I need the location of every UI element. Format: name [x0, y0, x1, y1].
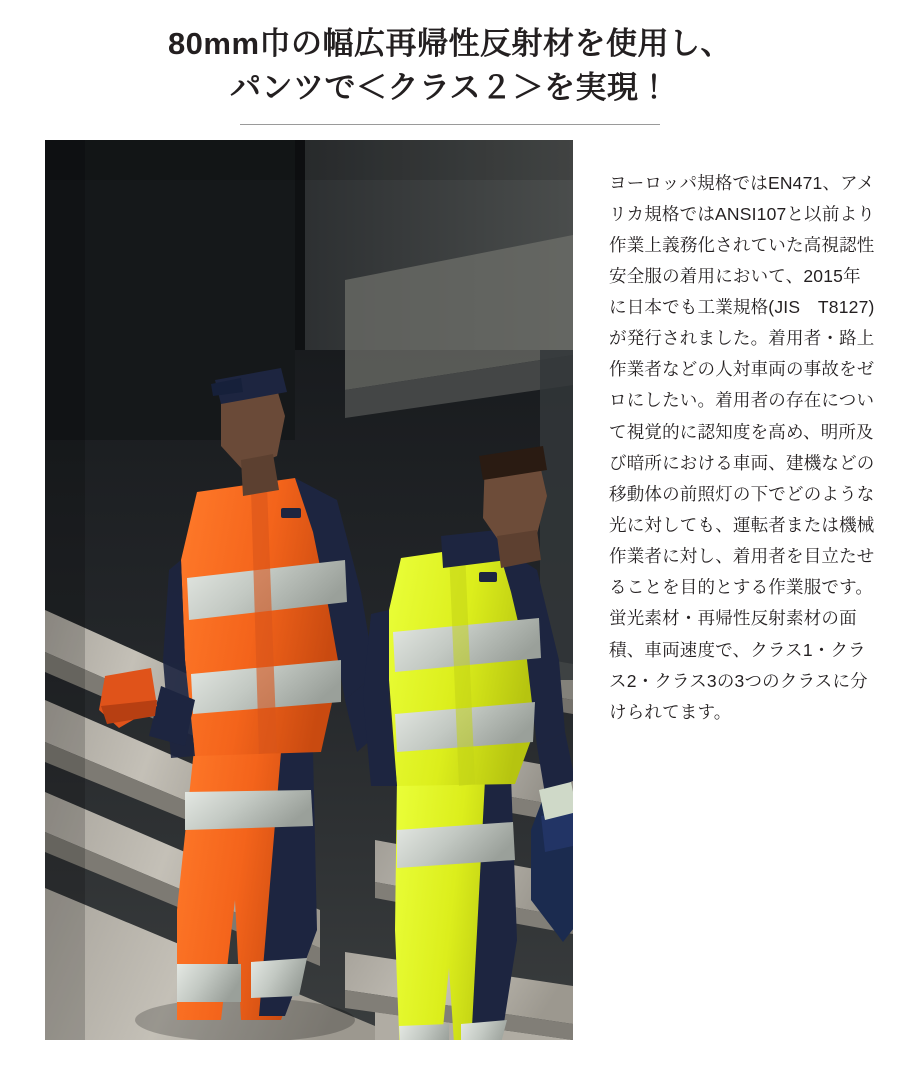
two-workers-hi-vis-stairs-photo — [45, 140, 573, 1040]
article-column — [609, 140, 877, 746]
page-title — [0, 0, 900, 125]
title-divider — [240, 124, 660, 125]
page-title-line-2: パンツで＜クラス２＞を実現！ — [229, 70, 671, 106]
article-body: ヨーロッパ規格ではEN471、アメリカ規格ではANSI107と以前より作業上義務化されていた高視認性安全服の着用において、2015年に日本でも工業規格(JIS T8127)が発行されました。着用者・路上作業者などの人対車両の事故をゼロにしたい。着用者の存在について視覚的に認知度を高め、明所及び暗所における車両、建機などの移動体の前照灯の下でどのような光に対しても、運転者または機械作業者に対し、着用者を目立たせることを目的とする作業服です。蛍光素材・再帰性反射素材の面積、車両速度で、クラス1・クラス2・クラス3の3つのクラスに分けられてます。 — [609, 172, 875, 722]
content-area — [0, 140, 900, 1040]
photo-column — [45, 140, 573, 1040]
page-title-line-1: 80mm巾の幅広再帰性反射材を使用し、 — [167, 26, 733, 61]
